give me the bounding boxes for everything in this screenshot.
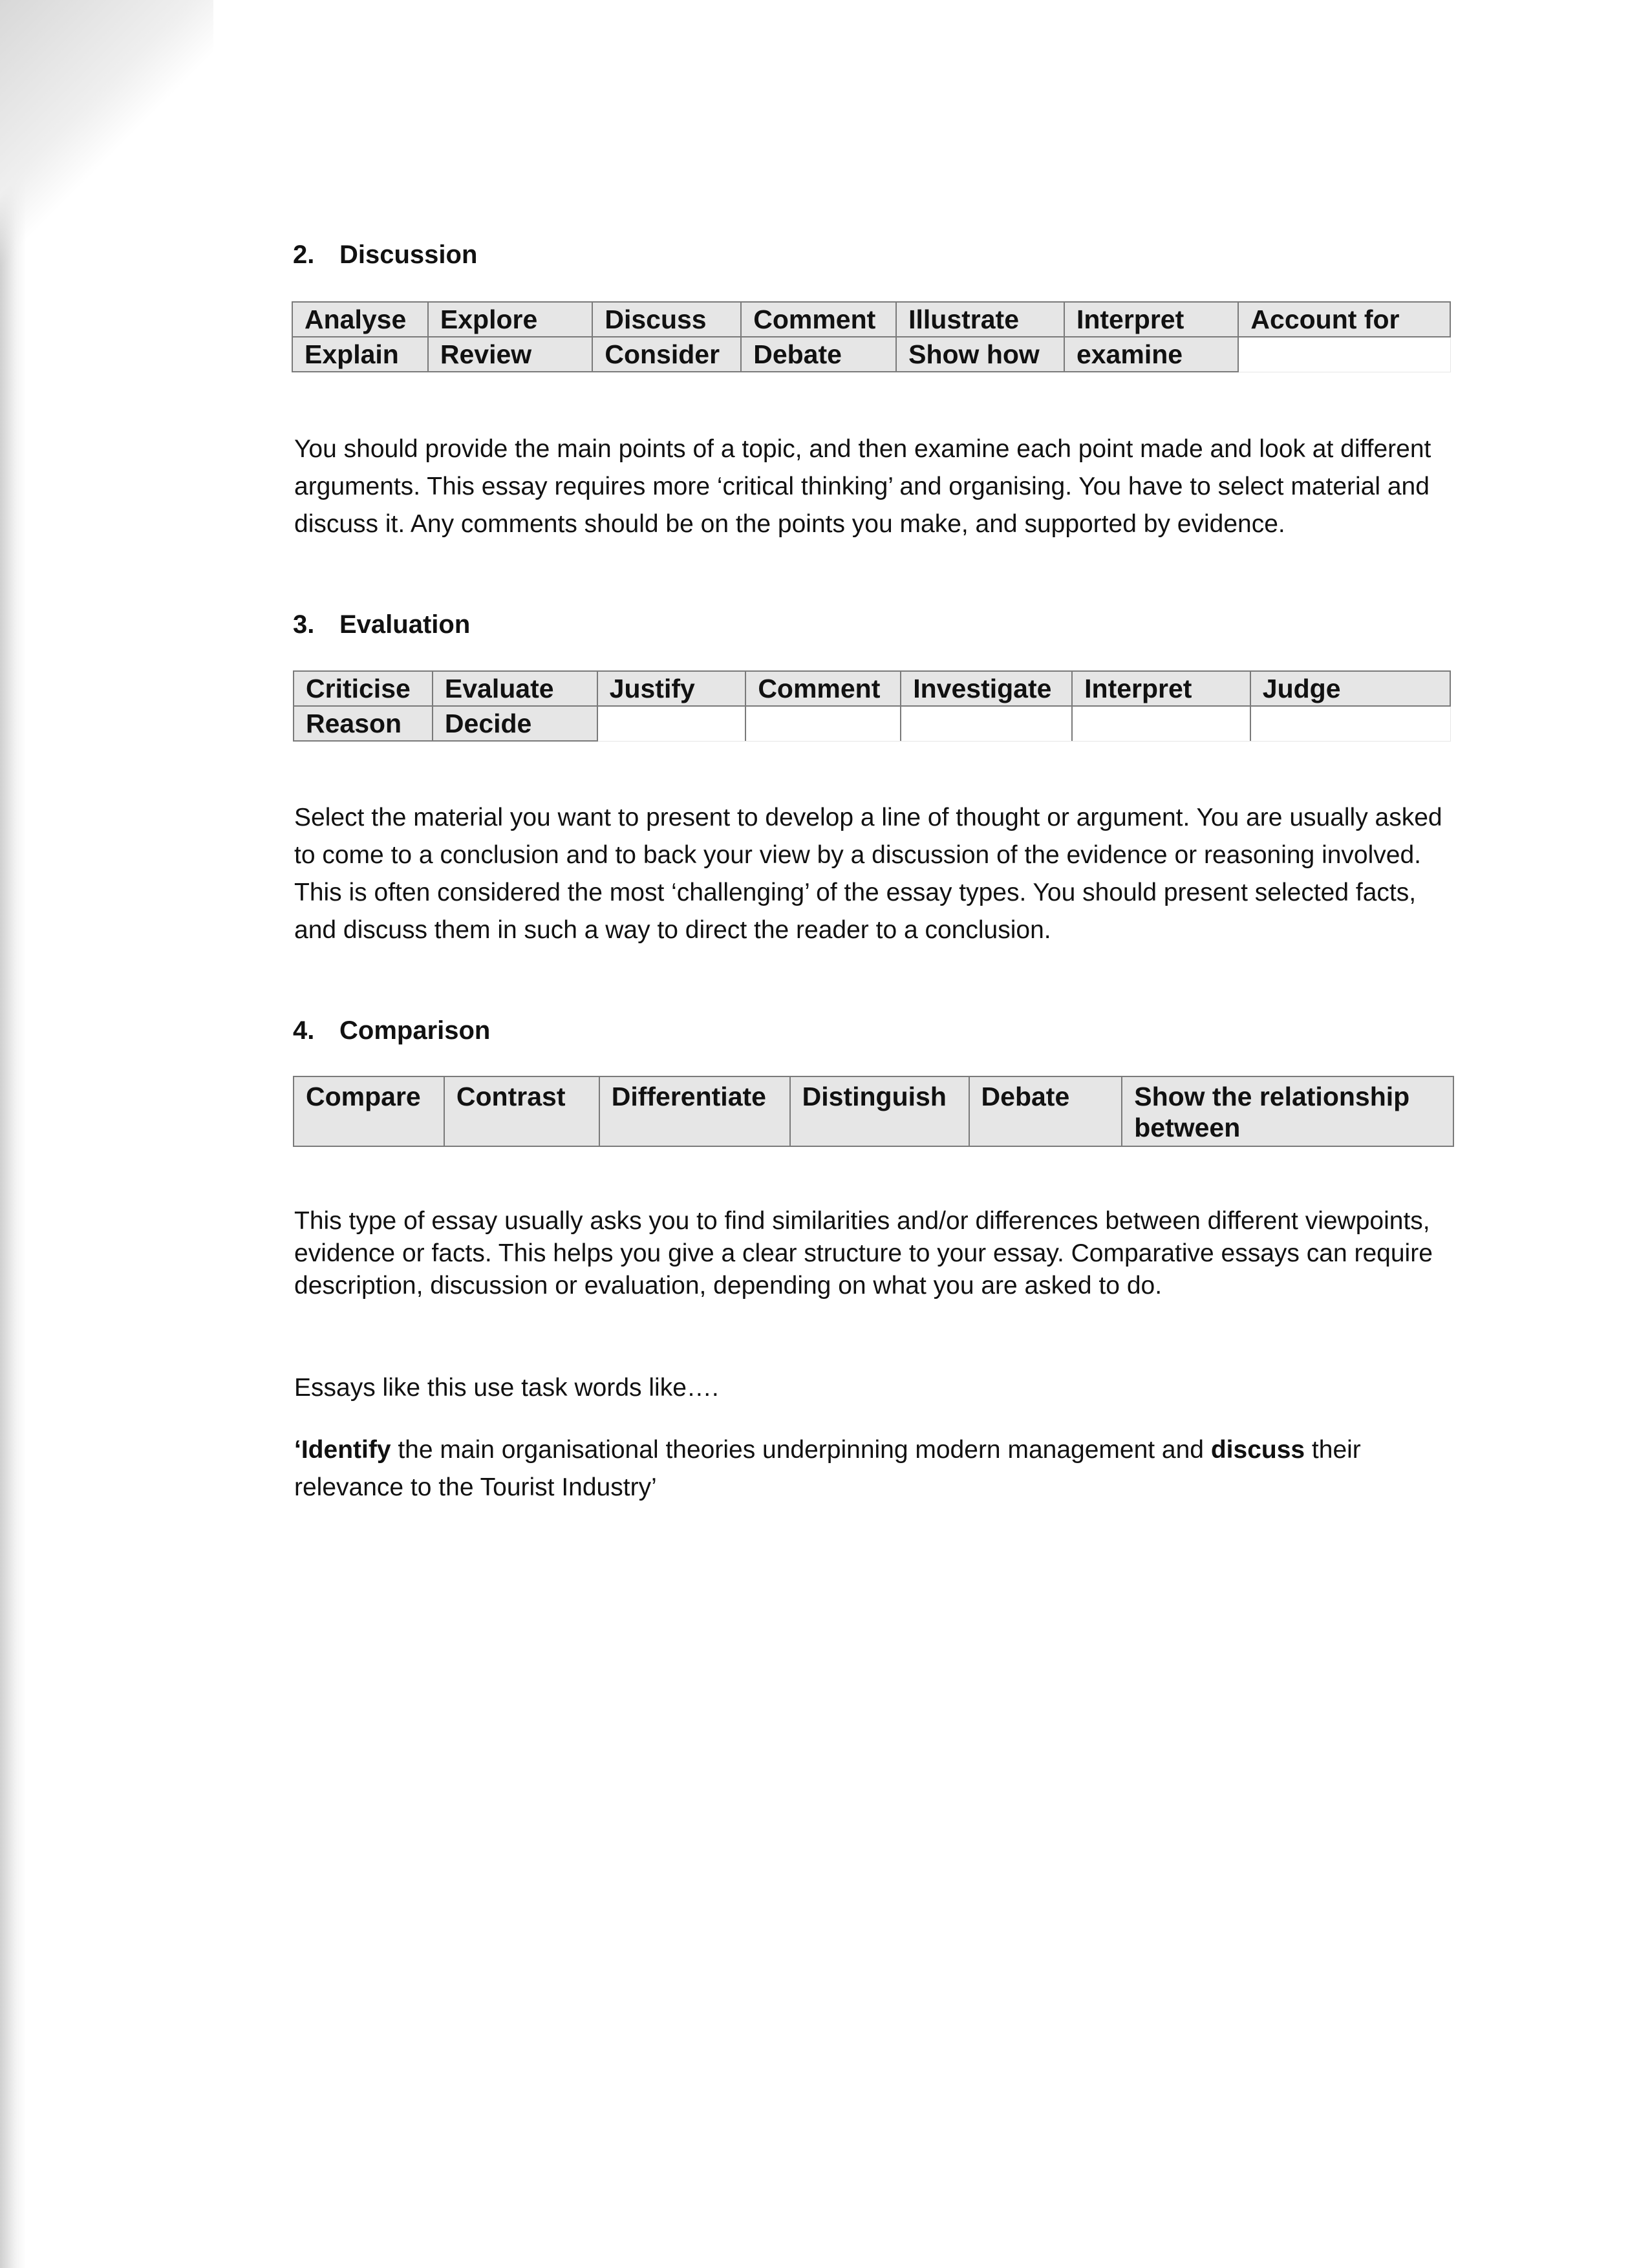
example-task-quote <box>294 1431 1458 1506</box>
quote-text-1: the main organisational theories underpinning modern management and <box>391 1436 1211 1464</box>
table-row <box>292 337 1450 372</box>
task-word-cell: Decide <box>433 706 597 741</box>
task-word-cell: Account for <box>1238 302 1450 337</box>
evaluation-number: 3. <box>293 610 315 639</box>
table-row <box>292 302 1450 337</box>
task-word-cell: Review <box>428 337 592 372</box>
discussion-number: 2. <box>293 241 315 269</box>
comparison-paragraph: This type of essay usually asks you to find similarities and/or differences between different viewpoints, evidence or facts. This helps you give a clear structure to your essay. Comparative essays can require description, discussion or evaluation, depending on what you are asked to do. <box>294 1207 1433 1300</box>
task-word-cell: Distinguish <box>790 1076 969 1146</box>
table-row <box>294 671 1450 706</box>
task-words-intro: Essays like this use task words like…. <box>294 1374 719 1402</box>
task-word-cell: Investigate <box>901 671 1072 706</box>
task-word-cell: Explain <box>292 337 428 372</box>
task-word-cell: Debate <box>741 337 896 372</box>
task-word-cell: Show how <box>896 337 1064 372</box>
task-word-cell: Reason <box>294 706 433 741</box>
task-word-cell: Consider <box>592 337 741 372</box>
table-row <box>294 706 1450 741</box>
task-word-cell: examine <box>1064 337 1238 372</box>
task-word-cell: Differentiate <box>599 1076 790 1146</box>
empty-cell <box>901 706 1072 741</box>
table-row <box>294 1076 1453 1146</box>
task-word-identify: Identify <box>301 1436 391 1464</box>
task-word-cell: Explore <box>428 302 592 337</box>
task-word-cell: Criticise <box>294 671 433 706</box>
quote-open: ‘ <box>294 1436 301 1464</box>
empty-cell <box>597 706 746 741</box>
discussion-title: Discussion <box>339 241 478 269</box>
task-word-cell: Justify <box>597 671 746 706</box>
empty-cell <box>745 706 901 741</box>
task-word-cell: Illustrate <box>896 302 1064 337</box>
task-word-cell: Evaluate <box>433 671 597 706</box>
comparison-task-words-table <box>293 1076 1454 1147</box>
evaluation-task-words-table <box>293 670 1451 742</box>
evaluation-paragraph: Select the material you want to present to develop a line of thought or argument. You are usually asked to come to a conclusion and to back your view by a discussion of the evidence or reasoning involved. This is often considered the most ‘challenging’ of the essay types. You should present selected facts, and discuss them in such a way to direct the reader to a conclusion. <box>294 804 1442 944</box>
task-word-cell: Analyse <box>292 302 428 337</box>
discussion-heading <box>293 241 477 270</box>
comparison-heading <box>293 1016 490 1045</box>
scan-shadow-edge <box>0 0 26 2268</box>
task-word-cell: Comment <box>745 671 901 706</box>
discussion-task-words-table <box>292 301 1451 372</box>
task-word-cell: Compare <box>294 1076 444 1146</box>
scan-corner-fold <box>0 0 213 272</box>
task-word-cell: Interpret <box>1072 671 1250 706</box>
empty-cell <box>1250 706 1450 741</box>
comparison-number: 4. <box>293 1016 315 1045</box>
task-word-cell: Comment <box>741 302 896 337</box>
empty-cell <box>1238 337 1450 372</box>
task-word-cell: Show the relationship between <box>1122 1076 1453 1146</box>
task-word-cell: Discuss <box>592 302 741 337</box>
quote-text-2: their relevance to the Tourist Industry’ <box>294 1436 1361 1501</box>
evaluation-title: Evaluation <box>339 610 471 639</box>
task-word-cell: Interpret <box>1064 302 1238 337</box>
empty-cell <box>1072 706 1250 741</box>
task-word-discuss: discuss <box>1210 1436 1305 1464</box>
task-word-cell: Debate <box>969 1076 1122 1146</box>
discussion-paragraph: You should provide the main points of a topic, and then examine each point made and look at different arguments. This essay requires more ‘critical thinking’ and organising. You have to select material and discuss it. Any comments should be on the points you make, and supported by evidence. <box>294 435 1431 538</box>
comparison-title: Comparison <box>339 1016 491 1045</box>
task-word-cell: Judge <box>1250 671 1450 706</box>
evaluation-heading <box>293 610 470 639</box>
task-word-cell: Contrast <box>444 1076 599 1146</box>
